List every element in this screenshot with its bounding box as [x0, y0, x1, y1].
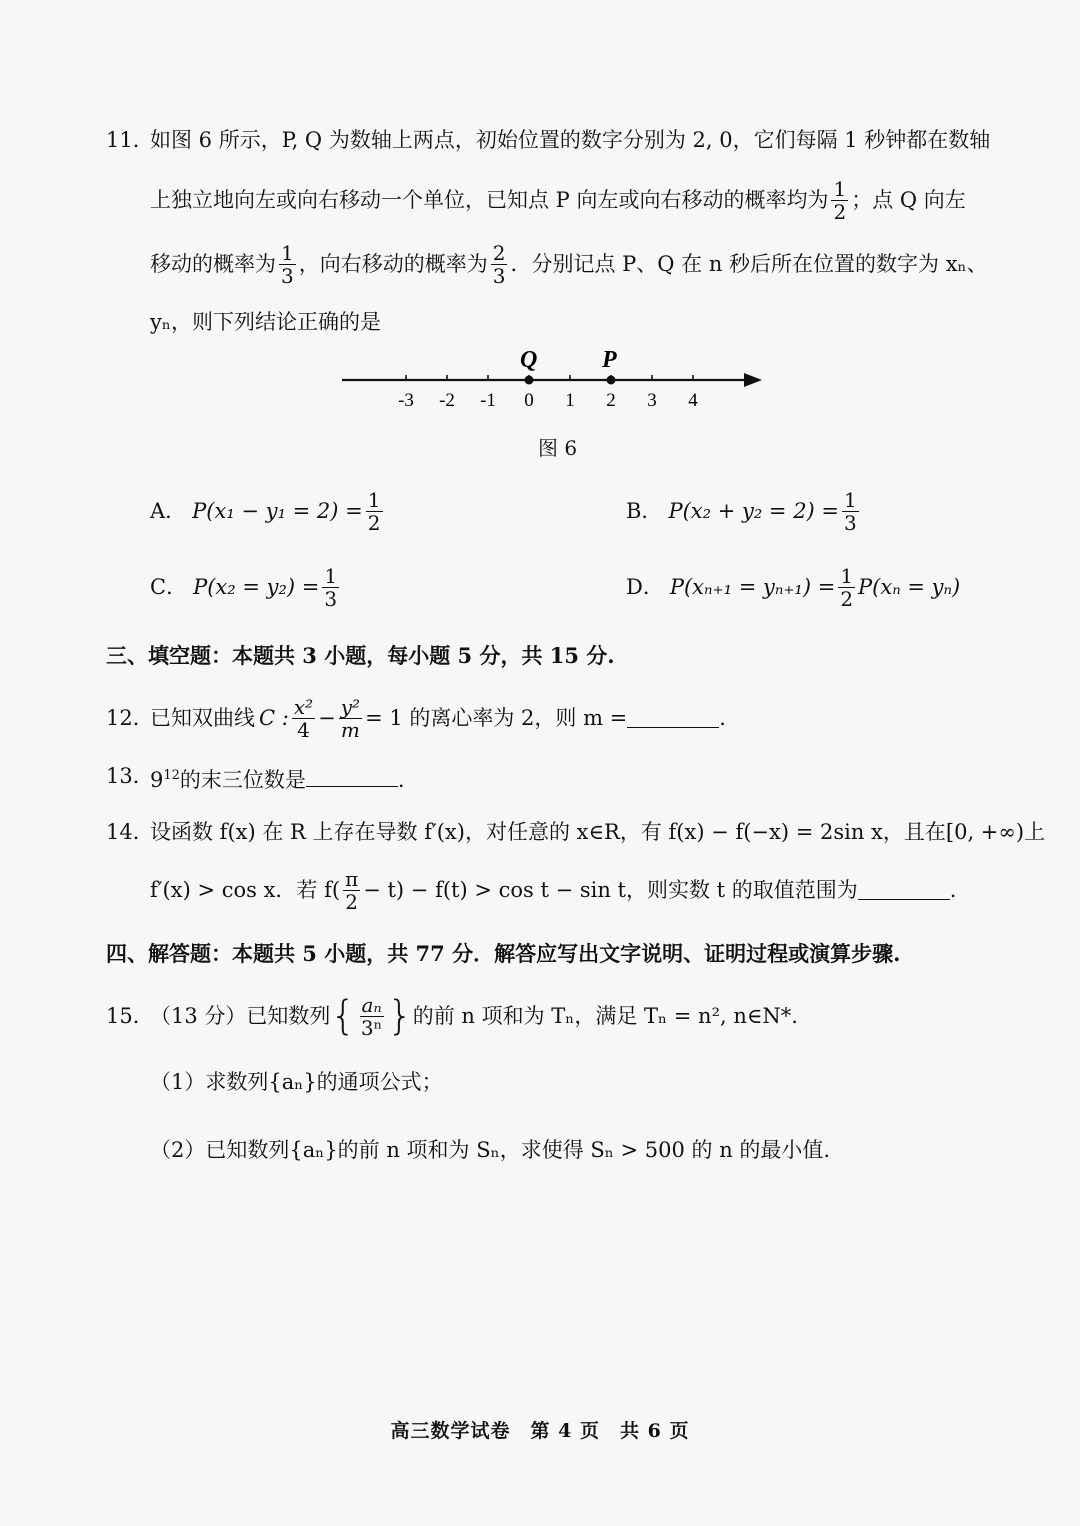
- option-b: [626, 482, 862, 540]
- q11-line4: yₙ，则下列结论正确的是: [150, 310, 381, 334]
- q13-base: 9: [150, 768, 164, 792]
- q14-line2-post: − t) − f(t) > cos t − sin t，则实数 t 的取值范围为: [363, 878, 858, 902]
- left-brace: {: [330, 993, 356, 1039]
- q13-answer-blank[interactable]: [306, 768, 398, 787]
- q14-line2: [150, 860, 956, 920]
- q14-end: .: [949, 878, 957, 902]
- option-b-label: B．: [626, 499, 663, 523]
- q15-part2: （2）已知数列{aₙ}的前 n 项和为 Sₙ，求使得 Sₙ > 500 的 n 的最小值.: [150, 1138, 831, 1162]
- q13-end: .: [397, 768, 405, 792]
- q11-line2-post: ；点 Q 向左: [851, 188, 966, 212]
- q11-line3-c: ．分别记点 P、Q 在 n 秒后所在位置的数字为 xₙ、: [510, 252, 988, 276]
- fraction-one-half: $\frac{1}{2}$: [833, 176, 847, 224]
- q14-answer-blank[interactable]: [858, 881, 950, 900]
- q12-pre: 已知双曲线: [150, 706, 255, 730]
- q14-number: 14．: [106, 820, 154, 844]
- point-q-label: Q: [520, 347, 538, 373]
- q15-post: 的前 n 项和为 Tₙ，满足 Tₙ = n², n∈N*.: [412, 1004, 798, 1028]
- fraction-one-third: $\frac{1}{3}$: [281, 240, 294, 288]
- fraction-two-thirds: $\frac{2}{3}$: [492, 240, 506, 288]
- tick-label: 3: [647, 390, 657, 411]
- q12-number: 12．: [106, 706, 154, 730]
- section-3-heading: 三、填空题：本题共 3 小题，每小题 5 分，共 15 分.: [106, 643, 615, 668]
- option-a-fraction: $\frac{1}{2}$: [367, 487, 381, 535]
- option-b-expr: P(x₂ + y₂ = 2) =: [668, 499, 840, 523]
- option-d-tail: P(xₙ = yₙ): [858, 575, 961, 599]
- q12-fraction-y: $\frac{\text{y²}}{m}$: [340, 694, 361, 742]
- q15-pre: （13 分）已知数列: [150, 1004, 331, 1028]
- q11-line3-b: ，向右移动的概率为: [298, 252, 488, 276]
- q11-line3-a: 移动的概率为: [150, 252, 276, 276]
- option-a: [150, 482, 386, 540]
- tick-label: -1: [480, 390, 496, 411]
- q11-number: 11．: [106, 128, 154, 152]
- q11-line3: [150, 236, 988, 292]
- q13-text: 的末三位数是: [179, 768, 306, 792]
- option-d-label: D．: [626, 575, 664, 599]
- option-d-expr: P(xₙ₊₁ = yₙ₊₁) =: [669, 575, 836, 599]
- tick-label: 1: [565, 390, 575, 411]
- option-c-fraction: $\frac{1}{3}$: [324, 563, 338, 611]
- option-d: [626, 558, 960, 616]
- q13-body: [150, 762, 405, 794]
- page-footer: 高三数学试卷 第 4 页 共 6 页: [390, 1420, 690, 1442]
- q15-fraction: $\frac{\text{aₙ}}{\text{3ⁿ}}$: [360, 992, 383, 1040]
- option-d-fraction: $\frac{1}{2}$: [840, 563, 854, 611]
- q12-end: .: [719, 706, 726, 730]
- option-c-label: C．: [150, 575, 188, 599]
- q13-number: 13．: [106, 764, 154, 788]
- q12-answer-blank[interactable]: [627, 709, 719, 728]
- tick-label: 4: [688, 390, 698, 411]
- q12-fraction-x: $\frac{\text{x²}}{4}$: [293, 694, 314, 742]
- point-p-label: P: [602, 347, 617, 373]
- q12-curve-name: C :: [259, 706, 289, 730]
- tick-label: -3: [398, 390, 414, 411]
- tick-label: 2: [606, 390, 616, 411]
- q14-fraction-pi: $\frac{\pi}{2}$: [345, 866, 359, 914]
- section-4-heading: 四、解答题：本题共 5 小题，共 77 分．解答应写出文字说明、证明过程或演算步骤.: [106, 941, 901, 966]
- axis-arrow-icon: [744, 373, 762, 387]
- tick-label: 0: [524, 390, 534, 411]
- figure-caption: 图 6: [538, 436, 578, 460]
- q14-line2-pre: f′(x) > cos x．若 f(: [150, 878, 341, 902]
- option-b-fraction: $\frac{1}{3}$: [844, 487, 857, 535]
- q12-body: 已知双曲线 C : $\frac{\text{x²}}{4}$ − $\frac{\text{y²}}{m}$ = 1 的离心率为 2，则 m = .: [150, 694, 726, 742]
- option-c: [150, 558, 342, 616]
- q12-post: = 1 的离心率为 2，则 m =: [365, 706, 628, 730]
- tick-label: -2: [439, 390, 455, 411]
- q11-line1: 如图 6 所示，P, Q 为数轴上两点，初始位置的数字分别为 2, 0，它们每隔 1 秒钟都在数轴: [150, 128, 991, 152]
- q15-stem: [150, 988, 798, 1044]
- number-line-figure: [330, 330, 780, 420]
- q13-exponent: 12: [163, 768, 180, 783]
- point-p-dot: [607, 376, 616, 385]
- option-c-expr: P(x₂ = y₂) =: [193, 575, 320, 599]
- right-brace: }: [387, 993, 413, 1039]
- q15-number: 15．: [106, 1004, 154, 1028]
- q11-line2-pre: 上独立地向左或向右移动一个单位，已知点 P 向左或向右移动的概率均为: [150, 188, 829, 212]
- option-a-label: A．: [150, 499, 187, 523]
- q11-line2: [150, 172, 966, 228]
- q14-line1: 设函数 f(x) 在 R 上存在导数 f′(x)，对任意的 x∈R，有 f(x) − f(−x) = 2sin x，且在[0, +∞)上: [150, 820, 1046, 844]
- option-a-expr: P(x₁ − y₁ = 2) =: [192, 499, 363, 523]
- point-q-dot: [525, 376, 534, 385]
- q15-part1: （1）求数列{aₙ}的通项公式；: [150, 1070, 443, 1094]
